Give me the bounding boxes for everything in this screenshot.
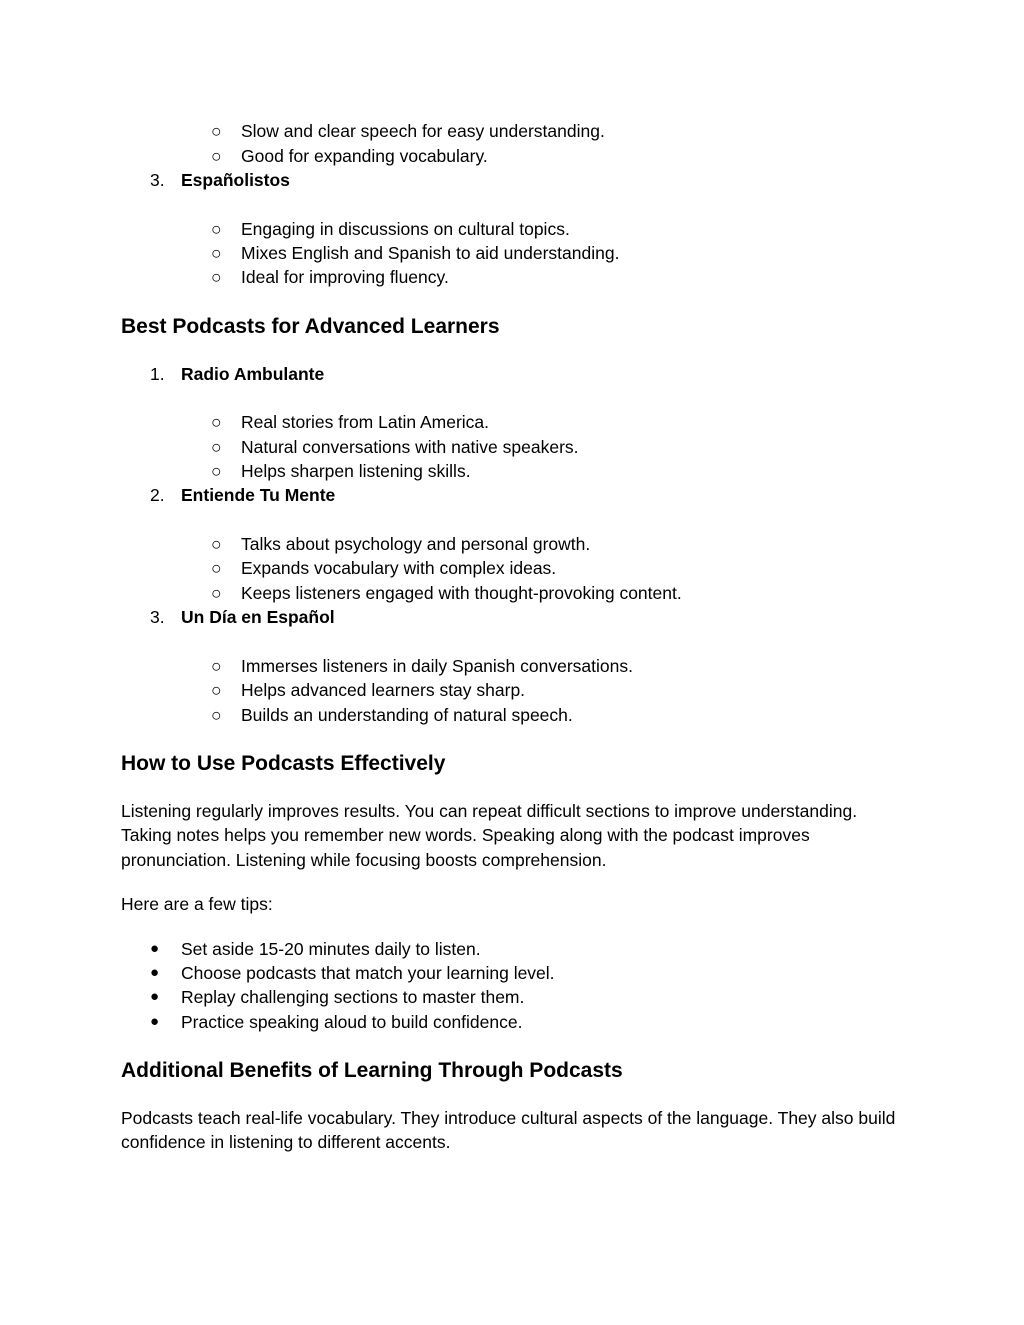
list-item-text: Helps sharpen listening skills.: [241, 461, 471, 481]
circle-bullet-icon: ○: [211, 219, 222, 239]
circle-bullet-icon: ○: [211, 243, 222, 263]
list-item-text: Ideal for improving fluency.: [241, 267, 449, 287]
circle-bullet-icon: ○: [211, 267, 222, 287]
section-heading: Additional Benefits of Learning Through Podcasts: [121, 1059, 623, 1082]
circle-bullet-icon: ○: [211, 680, 222, 700]
item-number: 1.: [150, 364, 165, 384]
circle-bullet-icon: ○: [211, 534, 222, 554]
item-title: Un Día en Español: [181, 607, 335, 627]
circle-bullet-icon: ○: [211, 437, 222, 457]
circle-bullet-icon: ○: [211, 121, 222, 141]
circle-bullet-icon: ○: [211, 583, 222, 603]
list-item-text: Mixes English and Spanish to aid understanding.: [241, 243, 620, 263]
list-item-text: Helps advanced learners stay sharp.: [241, 680, 526, 700]
list-item-text: Engaging in discussions on cultural topics.: [241, 219, 570, 239]
item-number: 3.: [150, 607, 165, 627]
list-item-text: Practice speaking aloud to build confidence.: [181, 1012, 523, 1032]
list-item-text: Immerses listeners in daily Spanish conversations.: [241, 656, 633, 676]
item-title: Radio Ambulante: [181, 364, 325, 384]
circle-bullet-icon: ○: [211, 558, 222, 578]
bullet-icon: ●: [150, 988, 160, 1005]
list-item-text: Talks about psychology and personal growth.: [241, 534, 591, 554]
paragraph: Here are a few tips:: [121, 894, 273, 914]
item-title: Entiende Tu Mente: [181, 485, 336, 505]
item-title: Españolistos: [181, 170, 290, 190]
bullet-icon: ●: [150, 1013, 160, 1030]
list-item-text: Builds an understanding of natural speech.: [241, 705, 573, 725]
paragraph: Podcasts teach real-life vocabulary. They introduce cultural aspects of the language. They also build confidence in listening to different accents.: [121, 1108, 896, 1153]
bullet-icon: ●: [150, 940, 160, 957]
list-item-text: Keeps listeners engaged with thought-provoking content.: [241, 583, 682, 603]
section-heading: Best Podcasts for Advanced Learners: [121, 315, 500, 338]
circle-bullet-icon: ○: [211, 412, 222, 432]
circle-bullet-icon: ○: [211, 461, 222, 481]
list-item-text: Choose podcasts that match your learning level.: [181, 963, 555, 983]
list-item-text: Replay challenging sections to master them.: [181, 987, 525, 1007]
list-item-text: Set aside 15-20 minutes daily to listen.: [181, 939, 481, 959]
list-item-text: Natural conversations with native speakers.: [241, 437, 579, 457]
item-number: 3.: [150, 170, 165, 190]
item-number: 2.: [150, 485, 165, 505]
circle-bullet-icon: ○: [211, 146, 222, 166]
list-item-text: Real stories from Latin America.: [241, 412, 490, 432]
list-item-text: Slow and clear speech for easy understanding.: [241, 121, 605, 141]
circle-bullet-icon: ○: [211, 656, 222, 676]
circle-bullet-icon: ○: [211, 705, 222, 725]
section-heading: How to Use Podcasts Effectively: [121, 752, 446, 775]
list-item-text: Expands vocabulary with complex ideas.: [241, 558, 557, 578]
bullet-icon: ●: [150, 964, 160, 981]
list-item-text: Good for expanding vocabulary.: [241, 146, 488, 166]
paragraph: Listening regularly improves results. You can repeat difficult sections to improve understanding. Taking notes helps you remember new words. Speaking along with the podcast improves pronunciation. Listening while focusing boosts comprehension.: [121, 801, 858, 870]
